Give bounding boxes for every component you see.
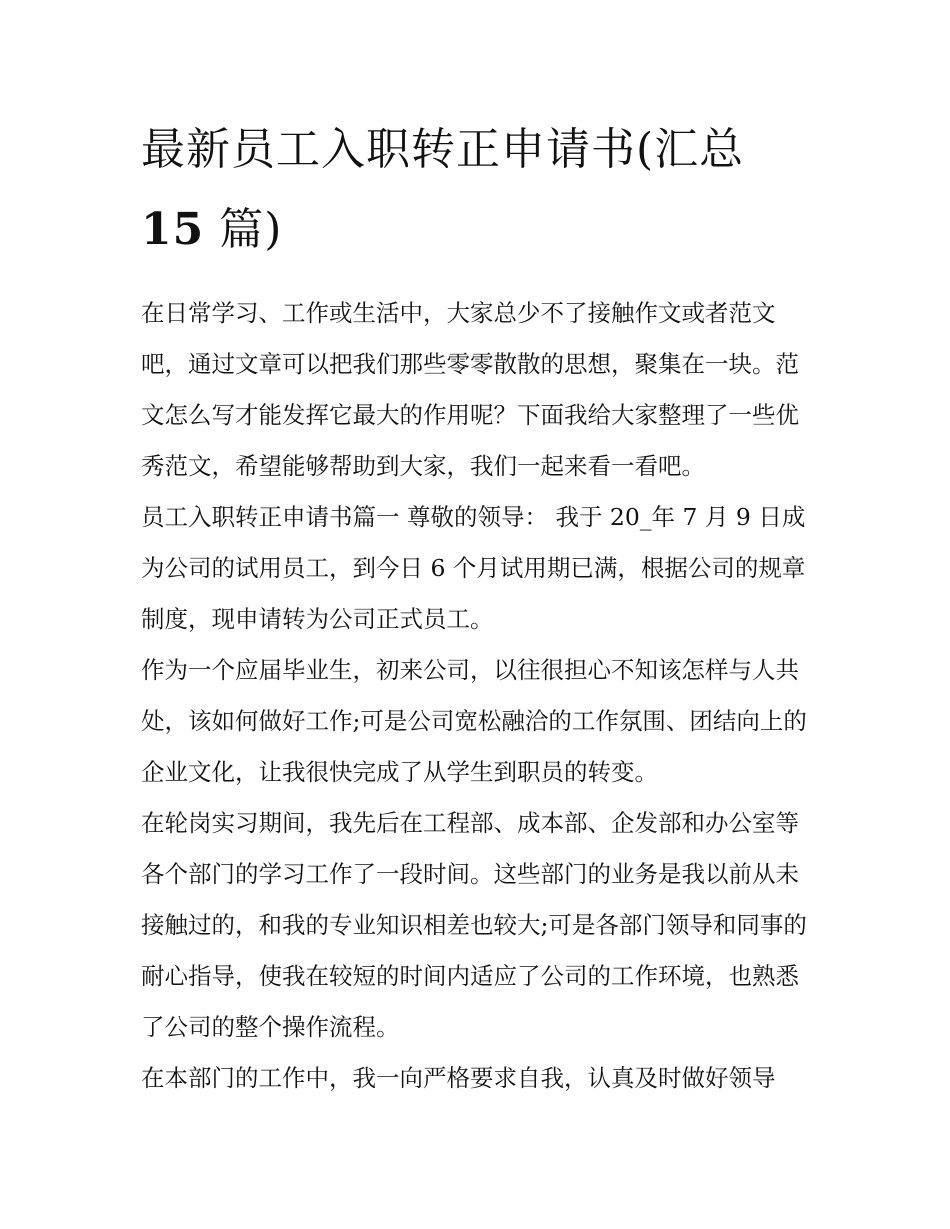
title-line-1: 最新员工入职转正申请书(汇总	[141, 124, 745, 175]
paragraph-rotation: 在轮岗实习期间，我先后在工程部、成本部、企发部和办公室等各个部门的学习工作了一段时间。这些部门的业务是我以前从未接触过的，和我的专业知识相差也较大;可是各部门领导和同事的耐心指导，使我在较短的时间内适应了公司的工作环境，也熟悉了公司的整个操作流程。	[141, 809, 807, 1041]
paragraph-intro: 在日常学习、工作或生活中，大家总少不了接触作文或者范文吧，通过文章可以把我们那些零零散散的思想，聚集在一块。范文怎么写才能发挥它最大的作用呢？下面我给大家整理了一些优秀范文，希望能够帮助到大家，我们一起来看一看吧。	[141, 299, 799, 480]
document-title	[141, 110, 813, 270]
paragraph-application-opening: 员工入职转正申请书篇一 尊敬的领导： 我于 20_年 7 月 9 日成为公司的试用员工，到今日 6 个月试用期已满，根据公司的规章制度，现申请转为公司正式员工。	[141, 503, 806, 633]
paragraph-adaptation: 作为一个应届毕业生，初来公司，以往很担心不知该怎样与人共处，该如何做好工作;可是公司宽松融洽的工作氛围、团结向上的企业文化，让我很快完成了从学生到职员的转变。	[141, 656, 807, 786]
title-line-2-rest: 篇)	[204, 204, 283, 255]
document-body	[141, 110, 813, 1104]
title-number: 15	[141, 204, 205, 255]
paragraph-department-work: 在本部门的工作中，我一向严格要求自我，认真及时做好领导	[141, 1064, 776, 1092]
